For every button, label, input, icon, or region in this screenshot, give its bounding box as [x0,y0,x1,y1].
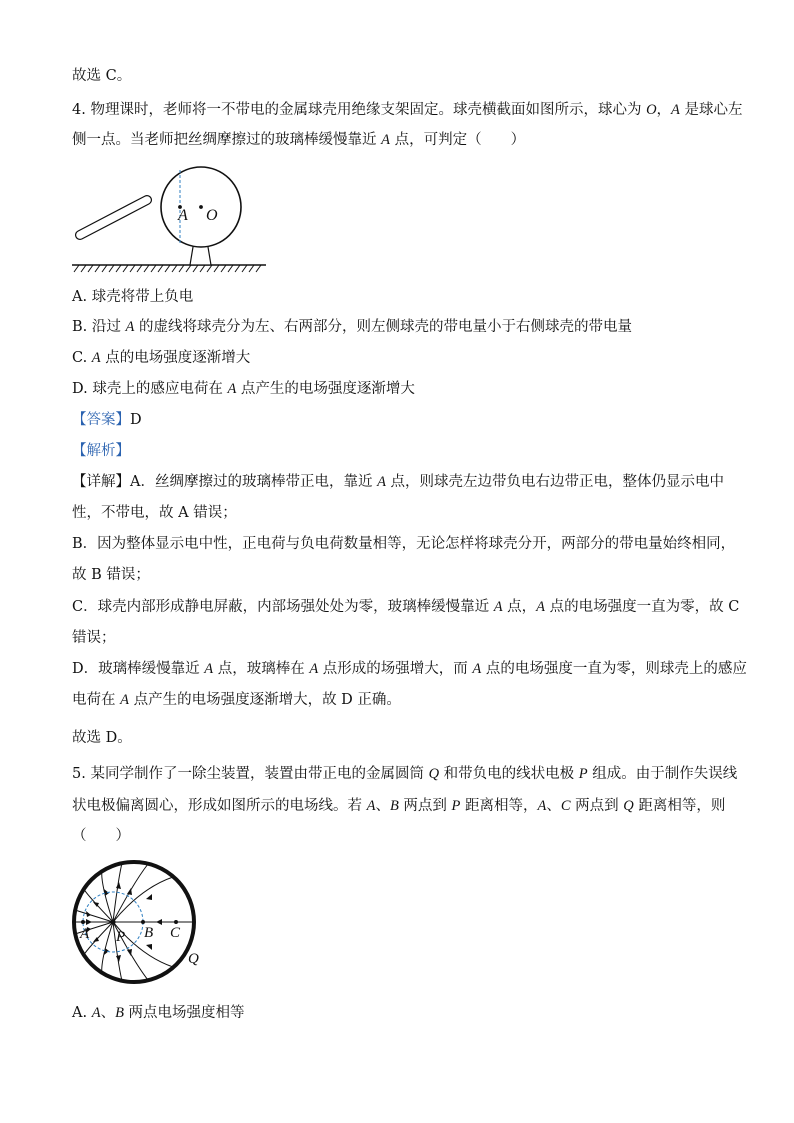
q5-fig-label-C: C [170,925,181,941]
q4-detail-line7: D．玻璃棒缓慢靠近 A 点，玻璃棒在 A 点形成的场强增大，而 A 点的电场强度一直为零，则球壳上的感应 [72,661,747,677]
q4-detail-line2: 性，不带电，故 A 错误； [72,505,237,521]
q5-option-a: A. A、B 两点电场强度相等 [72,1005,245,1021]
q4-option-a: A. 球壳将带上负电 [72,289,194,305]
q4-option-d: D. 球壳上的感应电荷在 A 点产生的电场强度逐渐增大 [72,381,415,397]
q4-detail-line8: 电荷在 A 点产生的电场强度逐渐增大，故 D 正确。 [72,692,401,708]
q4-detail-line4: 故 B 错误； [72,567,150,583]
q5-fig-label-B: B [144,925,154,941]
q4-detail-line1: 【详解】A．丝绸摩擦过的玻璃棒带正电，靠近 A 点，则球壳左边带负电右边带正电，整体仍显示电中 [72,474,725,490]
q4-option-b: B. 沿过 A 的虚线将球壳分为左、右两部分，则左侧球壳的带电量小于右侧球壳的带电量 [72,319,632,335]
q4-detail-line3: B．因为整体显示电中性，正电荷与负电荷数量相等，无论怎样将球壳分开，两部分的带电量始终相同， [72,536,736,552]
q4-fig-label-O: O [206,207,218,224]
q4-analysis-tag: 【解析】 [72,443,130,459]
q4-option-c: C. A 点的电场强度逐渐增大 [72,350,251,366]
q5-fig-label-P: P [116,929,126,945]
q5-stem-line2: 状电极偏离圆心，形成如图所示的电场线。若 A、B 两点到 P 距离相等，A、C 两点到 Q 距离相等，则 [72,798,726,814]
q5-fig-label-A: A [80,926,90,942]
previous-conclusion: 故选 C。 [72,68,132,84]
answer-tag: 【答案】 [72,412,130,428]
q4-detail-line5: C．球壳内部形成静电屏蔽，内部场强处处为零，玻璃棒缓慢靠近 A 点，A 点的电场强度一直为零，故 C [72,599,740,615]
detail-tag: 【详解】 [72,474,130,490]
q4-detail-line6: 错误； [72,630,116,646]
q4-fig-label-A: A [178,207,188,224]
q4-answer: 【答案】D [72,412,142,428]
q4-stem-line1: 4. 物理课时，老师将一不带电的金属球壳用绝缘支架固定。球壳横截面如图所示，球心为 O，A 是球心左 [72,102,743,118]
q4-figure-sphere-shell [70,162,275,274]
q5-stem-line1: 5. 某同学制作了一除尘装置，装置由带正电的金属圆筒 Q 和带负电的线状电极 P 组成。由于制作失误线 [72,766,738,782]
q5-fig-label-Q: Q [188,951,199,967]
q4-conclusion: 故选 D。 [72,730,132,746]
q5-figure-field-lines [66,858,216,988]
q4-stem-line2: 侧一点。当老师把丝绸摩擦过的玻璃棒缓慢靠近 A 点，可判定（ ） [72,132,526,148]
q5-stem-bracket: （ ） [72,828,130,844]
